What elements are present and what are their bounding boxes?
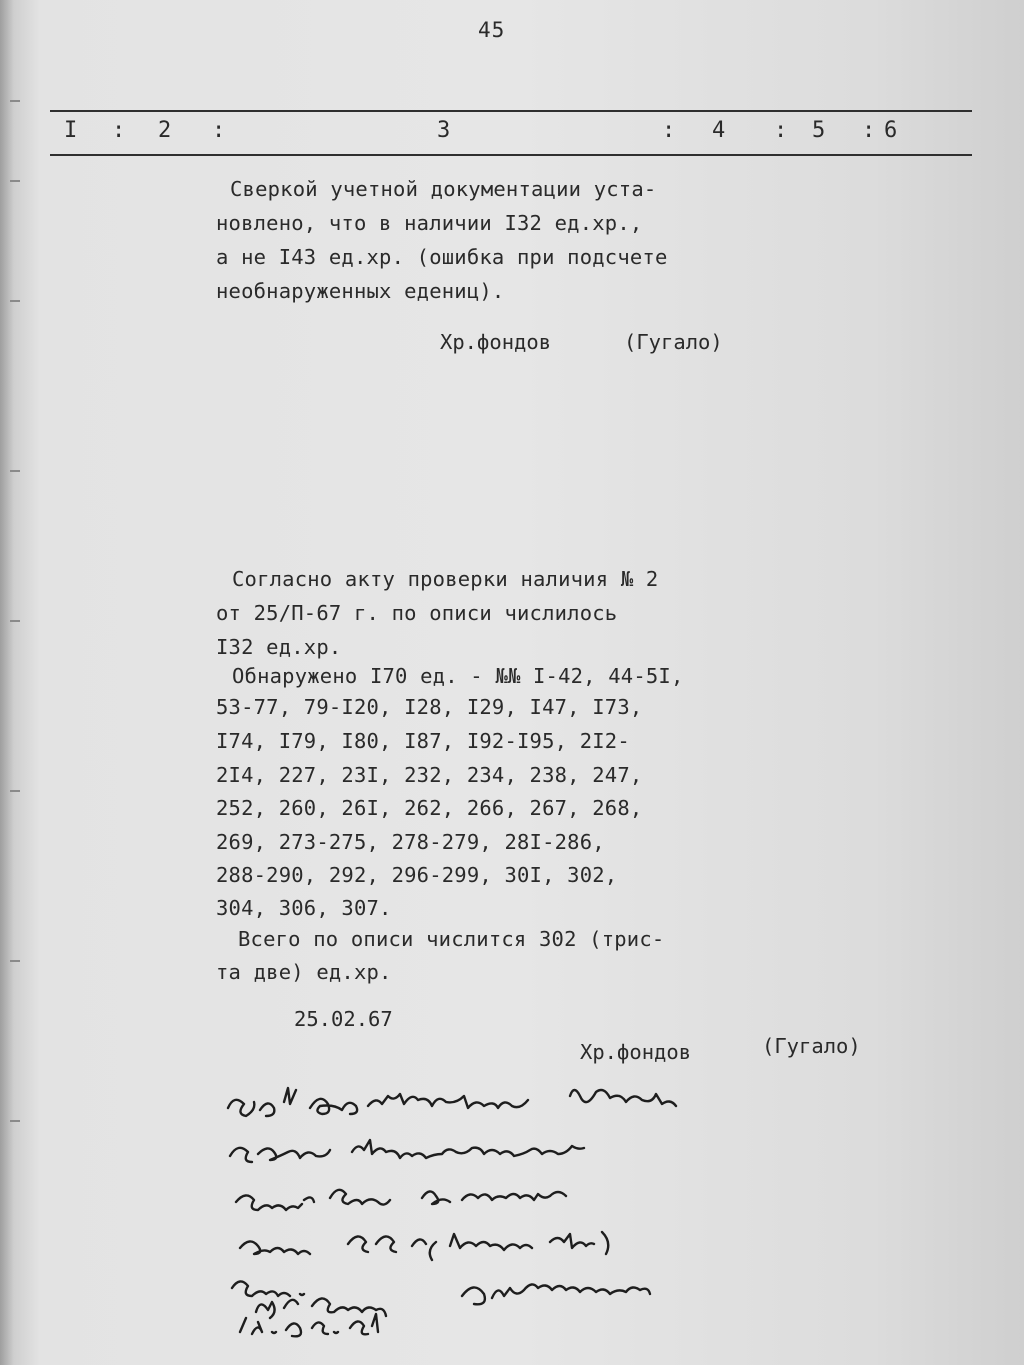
typed-line: Согласно акту проверки наличия № 2 [232,567,659,591]
typed-line: I74, I79, I80, I87, I92-I95, 2I2- [216,729,630,753]
binding-edge [10,60,22,1340]
handwritten-note [200,1080,760,1340]
page-number: 45 [478,18,506,42]
table-header-bottom-rule [50,154,972,156]
typed-line: Сверкой учетной документации уста- [230,177,657,201]
typed-line: 252, 260, 26I, 262, 266, 267, 268, [216,796,643,820]
typed-line: от 25/П-67 г. по описи числилось [216,601,618,625]
typed-line: 269, 273-275, 278-279, 28I-286, [216,830,605,854]
typed-line: Всего по описи числится 302 (трис- [238,927,665,951]
typed-line: та две) ед.хр. [216,960,392,984]
signature-title: Хр.фондов [580,1040,692,1064]
signature-name: (Гугало) [762,1034,861,1058]
typed-line: I32 ед.хр. [216,635,342,659]
typed-line: необнаруженных едениц). [216,279,505,303]
typed-line: 2I4, 227, 23I, 232, 234, 238, 247, [216,763,643,787]
column-number: 6 [884,118,898,143]
column-separator: : [112,118,126,143]
signature-name: (Гугало) [624,330,723,354]
handwriting-strokes [200,1080,760,1340]
column-number: I [64,118,78,143]
column-separator: : [662,118,676,143]
signature-title: Хр.фондов [440,330,552,354]
typed-line: 288-290, 292, 296-299, 30I, 302, [216,863,618,887]
column-number: 4 [712,118,726,143]
typed-line: Обнаружено I70 ед. - №№ I-42, 44-5I, [232,664,684,688]
column-separator: : [862,118,876,143]
typed-line: 53-77, 79-I20, I28, I29, I47, I73, [216,695,643,719]
typed-line: а не I43 ед.хр. (ошибка при подсчете [216,245,668,269]
typed-line: 304, 306, 307. [216,896,392,920]
column-number: 3 [437,118,451,143]
typed-line: новлено, что в наличии I32 ед.хр., [216,211,643,235]
table-header-top-rule [50,110,972,112]
column-separator: : [774,118,788,143]
column-number: 5 [812,118,826,143]
note-date: 25.02.67 [294,1007,393,1031]
column-number: 2 [158,118,172,143]
column-separator: : [212,118,226,143]
